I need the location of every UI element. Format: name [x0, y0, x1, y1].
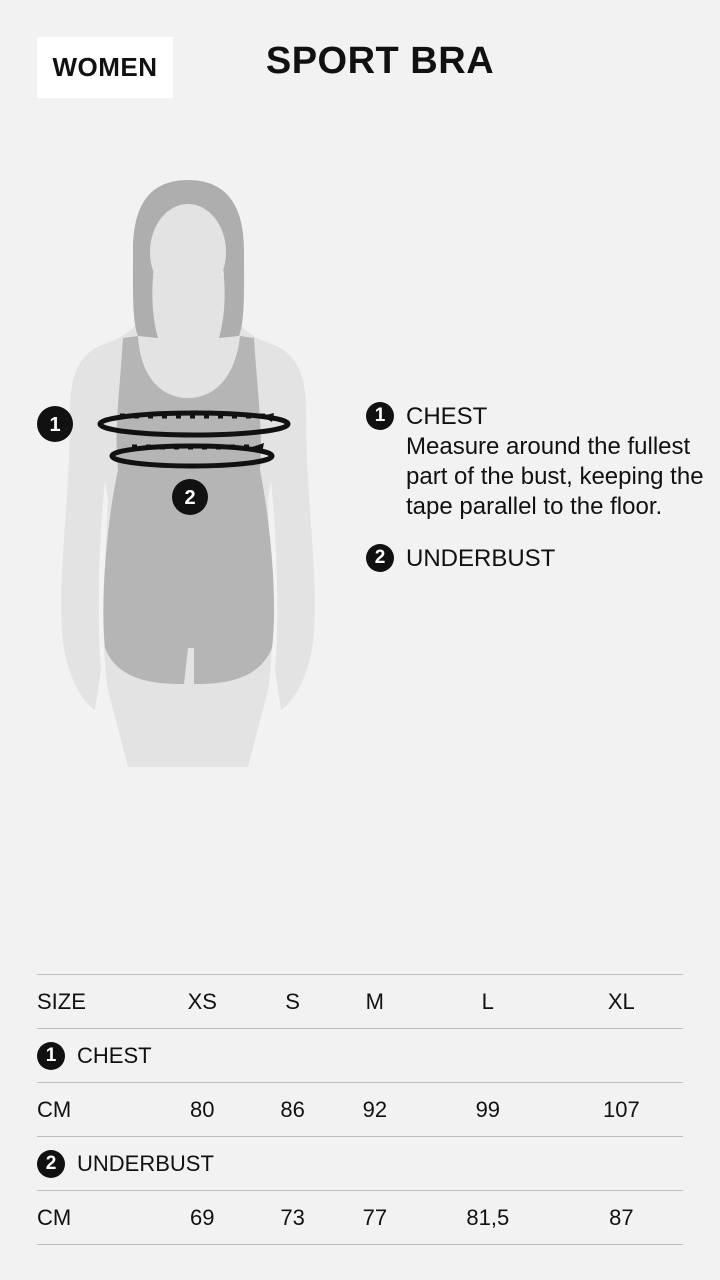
table-cell: 80 — [153, 1083, 252, 1137]
table-cell: 92 — [334, 1083, 416, 1137]
legend-number-1: 1 — [366, 402, 394, 430]
table-row — [37, 1083, 683, 1137]
table-cell: 81,5 — [416, 1191, 560, 1245]
legend-number-2: 2 — [366, 544, 394, 572]
size-header-cell: M — [334, 975, 416, 1029]
section-title-chest: CHEST — [77, 1042, 152, 1068]
size-header-cell: XS — [153, 975, 252, 1029]
face — [150, 204, 226, 300]
table-cell: 77 — [334, 1191, 416, 1245]
size-header-cell: XL — [560, 975, 683, 1029]
legend-item-chest — [366, 402, 706, 522]
section-row-underbust — [37, 1137, 683, 1191]
size-header-cell: S — [252, 975, 334, 1029]
table-cell: 86 — [252, 1083, 334, 1137]
page-title: SPORT BRA — [265, 40, 495, 82]
body-figure — [0, 170, 360, 780]
table-cell: 69 — [153, 1191, 252, 1245]
legend-title-underbust: UNDERBUST — [406, 545, 556, 572]
size-table — [37, 974, 683, 1245]
size-header-row — [37, 975, 683, 1029]
marker-2-label: 2 — [184, 487, 196, 509]
unit-label: CM — [37, 1083, 153, 1137]
section-number-1: 1 — [37, 1042, 65, 1070]
section-row-chest — [37, 1029, 683, 1083]
measurement-legend — [366, 402, 706, 596]
table-cell: 73 — [252, 1191, 334, 1245]
table-row — [37, 1191, 683, 1245]
category-badge: WOMEN — [37, 37, 173, 98]
legend-item-underbust — [366, 544, 706, 574]
size-label: SIZE — [37, 975, 153, 1029]
table-cell: 107 — [560, 1083, 683, 1137]
legend-description-chest: Measure around the fullest part of the bust, keeping the tape parallel to the floor. — [406, 433, 704, 520]
marker-1-label: 1 — [49, 414, 61, 436]
table-cell: 87 — [560, 1191, 683, 1245]
table-cell: 99 — [416, 1083, 560, 1137]
size-header-cell: L — [416, 975, 560, 1029]
section-number-2: 2 — [37, 1150, 65, 1178]
unit-label: CM — [37, 1191, 153, 1245]
legend-title-chest: CHEST — [406, 403, 488, 430]
section-title-underbust: UNDERBUST — [77, 1150, 214, 1176]
